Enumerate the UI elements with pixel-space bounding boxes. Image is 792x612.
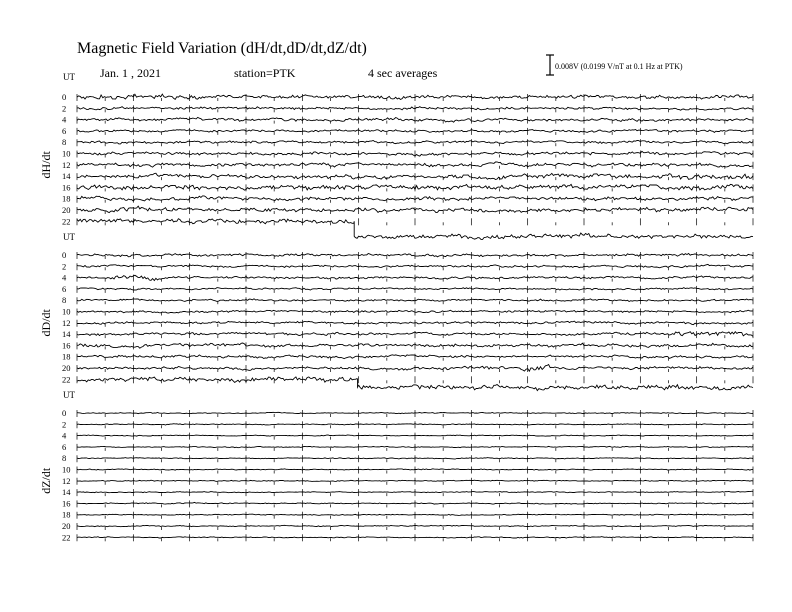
hour-label: 16	[62, 182, 71, 193]
panels	[39, 72, 753, 542]
hour-label: 0	[62, 92, 67, 102]
hour-label: 12	[62, 159, 71, 170]
ut-label: UT	[63, 390, 75, 400]
hour-label: 4	[62, 430, 67, 441]
panel-ylabel: dH/dt	[39, 151, 53, 179]
hour-label: 18	[62, 509, 71, 520]
ut-label: UT	[63, 72, 75, 82]
hour-label: 2	[62, 103, 67, 114]
hour-label: 0	[62, 408, 67, 418]
hour-label: 18	[62, 193, 71, 204]
figure-title: Magnetic Field Variation (dH/dt,dD/dt,dZ/dt)	[77, 40, 367, 57]
panel-ylabel: dD/dt	[39, 309, 53, 337]
hour-label: 22	[62, 216, 71, 227]
hour-label: 14	[62, 487, 71, 498]
ut-label: UT	[63, 232, 75, 242]
hour-label: 8	[62, 453, 67, 464]
hour-label: 22	[62, 532, 71, 543]
hour-label: 10	[62, 306, 71, 317]
hour-label: 6	[62, 125, 67, 136]
hour-label: 0	[62, 250, 67, 260]
scale-bar	[546, 55, 554, 75]
panel-dH-dt	[39, 72, 753, 239]
hour-label: 14	[62, 329, 71, 340]
hour-label: 6	[62, 441, 67, 452]
hour-label: 4	[62, 114, 67, 125]
hour-label: 18	[62, 351, 71, 362]
hour-label: 2	[62, 419, 67, 430]
hour-label: 20	[62, 205, 71, 215]
hour-label: 20	[62, 521, 71, 531]
panel-dD-dt	[39, 232, 753, 391]
hour-label: 10	[62, 464, 71, 475]
hour-label: 16	[62, 498, 71, 509]
station-label: station=PTK	[234, 66, 296, 80]
scale-label: 0.008V (0.0199 V/nT at 0.1 Hz at PTK)	[555, 62, 683, 71]
date-label: Jan. 1 , 2021	[100, 66, 161, 80]
hour-label: 8	[62, 295, 67, 306]
hour-label: 8	[62, 137, 67, 148]
panel-ylabel: dZ/dt	[39, 467, 53, 494]
hour-label: 12	[62, 475, 71, 486]
panel-dZ-dt	[39, 390, 753, 542]
hour-label: 10	[62, 148, 71, 159]
hour-label: 14	[62, 171, 71, 182]
hour-label: 4	[62, 272, 67, 283]
averaging-label: 4 sec averages	[368, 66, 438, 80]
hour-label: 6	[62, 283, 67, 294]
hour-label: 22	[62, 374, 71, 385]
hour-label: 12	[62, 317, 71, 328]
hour-label: 20	[62, 363, 71, 373]
hour-label: 2	[62, 261, 67, 272]
hour-label: 16	[62, 340, 71, 351]
